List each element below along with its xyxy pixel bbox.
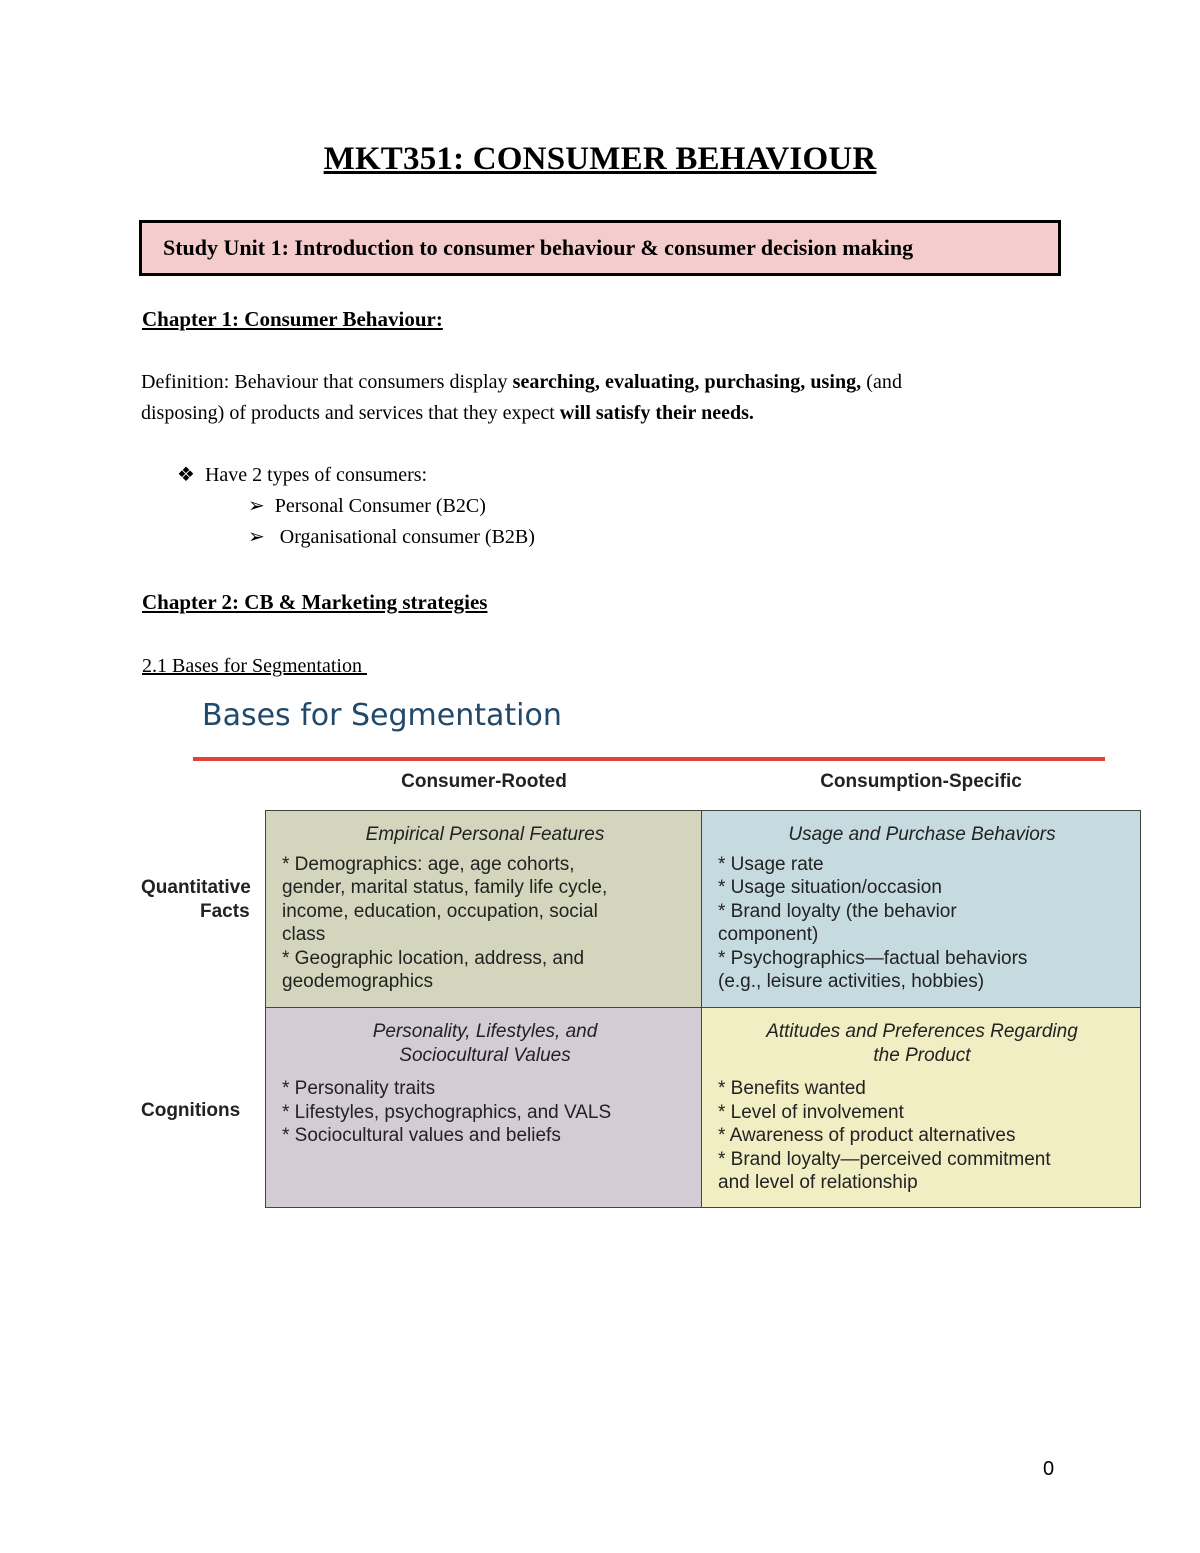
cell-title-line: Attitudes and Preferences Regarding [766, 1021, 1078, 1042]
cell-line: * Lifestyles, psychographics, and VALS [282, 1101, 612, 1123]
cell-line: * Demographics: age, age cohorts, [282, 853, 575, 875]
row-header-quantitative: Quantitative [141, 877, 251, 898]
study-unit-title: Study Unit 1: Introduction to consumer behaviour & consumer decision making [163, 235, 914, 260]
cell-title-line: the Product [873, 1044, 971, 1066]
cell-personality-lifestyles-values [265, 1007, 703, 1208]
cell-title [282, 1020, 688, 1067]
cell-line: component) [718, 924, 819, 945]
consumer-types-bullet [177, 462, 427, 487]
cell-lines [718, 1077, 1126, 1195]
definition-intro: Definition: Behaviour that consumers display [141, 371, 513, 393]
row-header-cognitions: Cognitions [141, 1100, 241, 1121]
column-header-consumer-rooted: Consumer-Rooted [401, 771, 567, 792]
definition-verbs: searching, evaluating, purchasing, using, [512, 371, 862, 393]
cell-title: Empirical Personal Features [365, 824, 605, 845]
cell-usage-purchase-behaviors [701, 810, 1141, 1009]
document-title: MKT351: CONSUMER BEHAVIOUR [323, 141, 877, 177]
cell-line: * Benefits wanted [718, 1078, 866, 1099]
cell-lines [718, 853, 1126, 994]
page-number: 0 [1043, 1458, 1055, 1480]
chapter1-heading: Chapter 1: Consumer Behaviour: [142, 307, 443, 331]
cell-empirical-personal-features [265, 810, 703, 1009]
cell-lines [282, 1077, 688, 1148]
cell-line: * Personality traits [282, 1078, 436, 1099]
cell-line: * Awareness of product alternatives [718, 1125, 1016, 1146]
cell-line: gender, marital status, family life cycle, [282, 877, 608, 898]
cell-title-line: Personality, Lifestyles, and [372, 1021, 598, 1042]
definition-needs: will satisfy their needs. [559, 402, 754, 424]
cell-line: (e.g., leisure activities, hobbies) [718, 971, 985, 992]
cell-line: * Level of involvement [718, 1101, 904, 1123]
consumer-types-text: Have 2 types of consumers: [204, 464, 428, 486]
sub-bullet-text: Personal Consumer (B2C) [274, 495, 486, 517]
study-unit-box [139, 220, 1061, 276]
cell-lines [282, 853, 688, 994]
cell-line: * Usage rate [718, 853, 824, 875]
cell-line: * Brand loyalty (the behavior [718, 900, 957, 922]
cell-title [718, 1020, 1126, 1067]
figure-divider [193, 757, 1105, 761]
definition-line2: disposing) of products and services that they expect [141, 402, 560, 424]
row-header-facts: Facts [200, 901, 250, 922]
cell-line: * Brand loyalty—perceived commitment [718, 1148, 1051, 1170]
definition-and: (and [861, 371, 903, 393]
arrow-bullet-icon: ➢ [248, 495, 265, 517]
cell-line: * Geographic location, address, and [282, 947, 585, 969]
sub-bullet-text: Organisational consumer (B2B) [274, 526, 535, 548]
chapter2-heading: Chapter 2: CB & Marketing strategies [142, 590, 488, 614]
cell-attitudes-preferences [701, 1007, 1141, 1208]
sub-bullet-b2c [248, 493, 486, 518]
cell-line: and level of relationship [718, 1172, 918, 1193]
cell-line: * Sociocultural values and beliefs [282, 1125, 561, 1146]
cell-title: Usage and Purchase Behaviors [788, 824, 1056, 845]
cell-line: income, education, occupation, social [282, 900, 598, 922]
cell-line: class [282, 924, 326, 945]
cell-line: geodemographics [282, 971, 434, 992]
cell-line: * Psychographics—factual behaviors [718, 947, 1028, 969]
cell-line: * Usage situation/occasion [718, 877, 942, 898]
diamond-bullet-icon: ❖ [177, 464, 195, 486]
figure-title: Bases for Segmentation [202, 698, 562, 733]
section-2-1-heading: 2.1 Bases for Segmentation [142, 655, 367, 677]
column-header-consumption-specific: Consumption-Specific [820, 771, 1022, 792]
definition-paragraph [141, 367, 1063, 429]
sub-bullet-b2b [248, 524, 535, 549]
arrow-bullet-icon: ➢ [248, 526, 265, 548]
cell-title-line: Sociocultural Values [399, 1044, 571, 1066]
